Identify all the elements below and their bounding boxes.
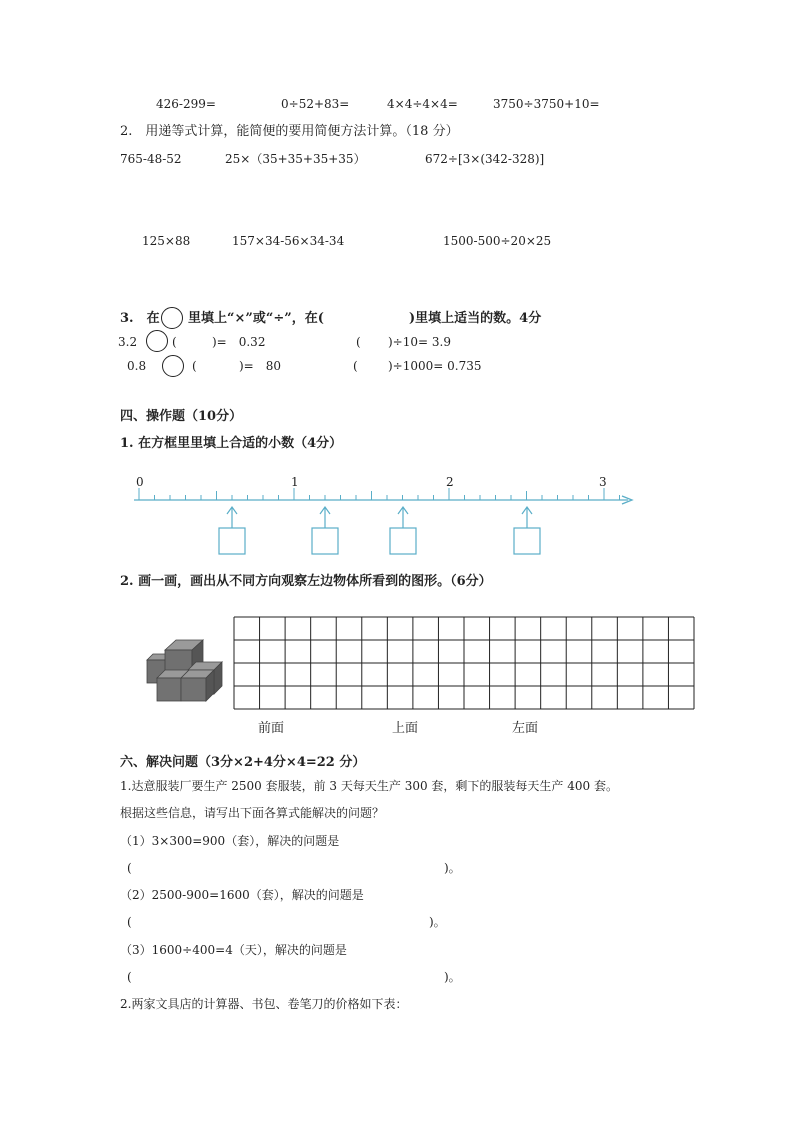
sec6-q2: （2）2500-900=1600（套），解决的问题是	[120, 888, 364, 902]
view-label-front: 前面	[258, 721, 285, 736]
expr-2: 0÷52+83=	[281, 97, 350, 111]
q3-r2-rest: )÷1000= 0.735	[388, 359, 482, 373]
pointer-arrow-1	[219, 507, 245, 554]
q3-r2-open: (	[353, 359, 358, 373]
view-label-left: 左面	[512, 721, 539, 736]
q3-title-a: 3. 在	[120, 311, 160, 326]
expr-3: 4×4÷4×4=	[387, 97, 458, 111]
q2-expr-6: 1500-500÷20×25	[443, 234, 552, 248]
drawing-grid[interactable]	[234, 617, 694, 709]
sec4-q1-title: 1. 在方框里里填上合适的小数（4分）	[120, 436, 343, 451]
q3-r1-open: (	[356, 335, 361, 349]
q3-l2-rest: )= 80	[239, 359, 282, 373]
sec6-p3: 2.两家文具店的计算器、书包、卷笔刀的价格如下表：	[120, 997, 408, 1011]
q3-l2-open: (	[192, 359, 197, 373]
sec6-q3-close: )。	[444, 970, 461, 984]
sec6-q1-close: )。	[444, 861, 461, 875]
q2-title: 2. 用递等式计算，能简便的要用简便方法计算。（18 分）	[120, 124, 459, 139]
q2-expr-4: 125×88	[142, 234, 191, 248]
q3-l1-rest: )= 0.32	[212, 335, 266, 349]
axis-label-2: 2	[446, 475, 454, 489]
sec4-title: 四、操作题（10分）	[120, 409, 243, 424]
q3-title-b: 里填上“×”或“÷”，在(	[188, 311, 324, 326]
q3-l1-open: (	[172, 335, 177, 349]
q3-title-c: )里填上适当的数。4分	[409, 311, 542, 326]
q2-expr-5: 157×34-56×34-34	[232, 234, 345, 248]
expr-1: 426-299=	[156, 97, 216, 111]
sec6-q1: （1）3×300=900（套），解决的问题是	[120, 834, 340, 848]
q3-r1-rest: )÷10= 3.9	[388, 335, 451, 349]
expr-4: 3750÷3750+10=	[493, 97, 600, 111]
q2-expr-1: 765-48-52	[120, 152, 182, 166]
pointer-arrow-4	[514, 507, 540, 554]
q2-expr-2: 25×（35+35+35+35）	[225, 152, 366, 166]
sec4-q2-title: 2. 画一画，画出从不同方向观察左边物体所看到的图形。（6分）	[120, 574, 492, 589]
sec6-p1: 1.达意服装厂要生产 2500 套服装，前 3 天每天生产 300 套，剩下的服装每天生产 400 套。	[120, 779, 618, 793]
pointer-arrow-2	[312, 507, 338, 554]
q3-l1-num: 3.2	[118, 335, 138, 349]
q3-l2-num: 0.8	[127, 359, 147, 373]
sec6-q2-close: )。	[429, 915, 446, 929]
axis-label-3: 3	[599, 475, 607, 489]
axis-label-0: 0	[136, 475, 144, 489]
sec6-q3-open: (	[127, 970, 132, 984]
sec6-p2: 根据这些信息，请写出下面各算式能解决的问题？	[120, 806, 385, 820]
pointer-arrow-3	[390, 507, 416, 554]
view-label-top: 上面	[392, 721, 419, 736]
sec6-q2-open: (	[127, 915, 132, 929]
axis-label-1: 1	[291, 475, 299, 489]
sec6-q1-open: (	[127, 861, 132, 875]
sec6-title: 六、解决问题（3分×2+4分×4=22 分）	[120, 755, 366, 770]
sec6-q3: （3）1600÷400=4（天），解决的问题是	[120, 943, 347, 957]
cube-stack-icon	[147, 640, 222, 701]
q2-expr-3: 672÷[3×(342-328)]	[425, 152, 545, 166]
